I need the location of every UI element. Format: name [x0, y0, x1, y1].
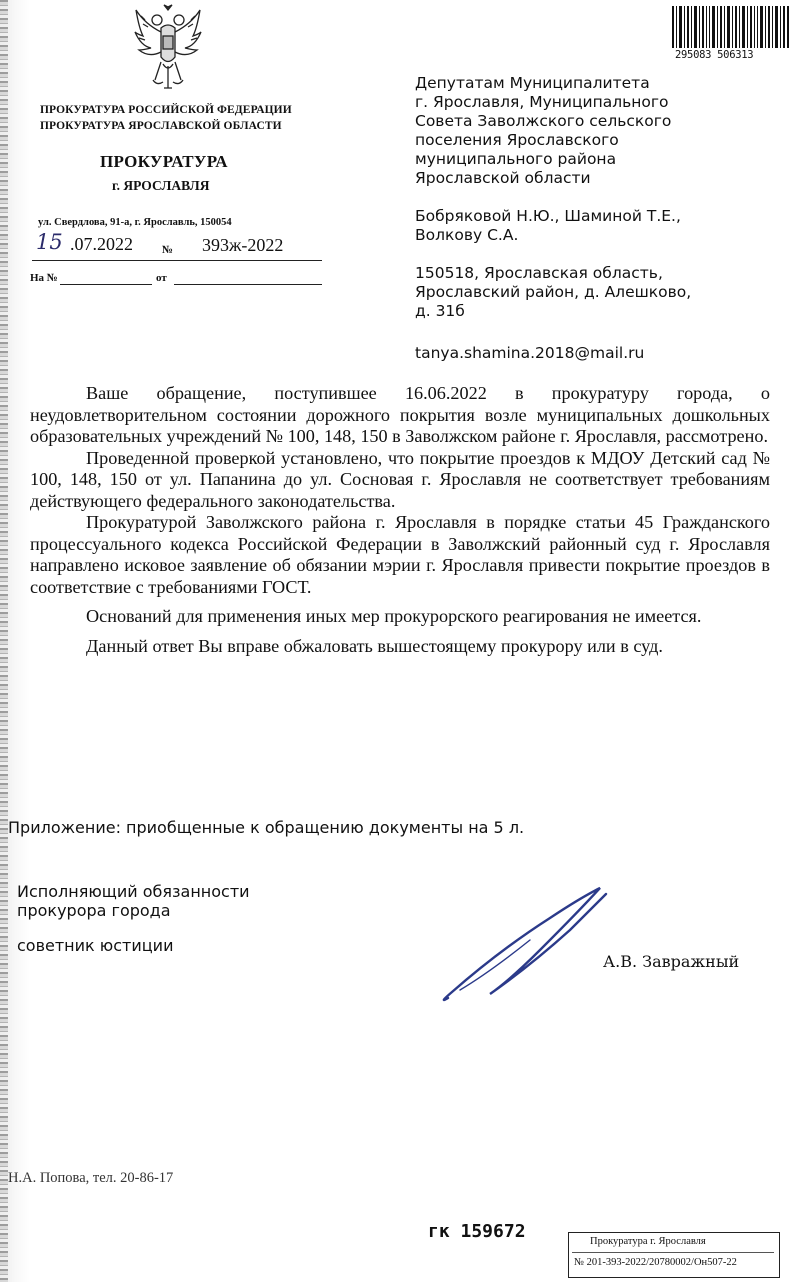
- date-month-year: .07.2022: [70, 234, 133, 254]
- recipient-line: Совета Заволжского сельского: [415, 112, 672, 130]
- body-paragraph: Прокуратурой Заволжского района г. Ярославля в порядке статьи 45 Гражданского процессуального кодекса Российской Федерации в Заволжский районный суд г. Ярославля направлено исковое заявление об обязании мэрии г. Ярославля привести покрытие проездов в соответствие с требованиями ГОСТ.: [30, 512, 770, 597]
- executor-contact: Н.А. Попова, тел. 20-86-17: [8, 1170, 174, 1186]
- stamp-divider: [572, 1252, 774, 1253]
- recipient-line: Депутатам Муниципалитета: [415, 74, 650, 92]
- recipient-names: Волкову С.А.: [415, 226, 519, 244]
- office-title: ПРОКУРАТУРА: [100, 152, 228, 171]
- agency-line-1: ПРОКУРАТУРА РОССИЙСКОЙ ФЕДЕРАЦИИ: [40, 104, 292, 116]
- body-paragraph: Ваше обращение, поступившее 16.06.2022 в прокуратуру города, о неудовлетворительном состоянии дорожного покрытия возле муниципальных дошкольных образовательных учреждений № 100, 148, 150 в Заволжском районе г. Ярославля, рассмотрено.: [30, 383, 770, 446]
- coat-of-arms-emblem: [133, 2, 203, 94]
- signer-rank: советник юстиции: [17, 936, 174, 955]
- recipient-address: 150518, Ярославская область,: [415, 264, 663, 282]
- date-underline: [32, 260, 322, 261]
- recipient-line: г. Ярославля, Муниципального: [415, 93, 669, 111]
- signer-role-line-1: Исполняющий обязанности: [17, 882, 250, 901]
- recipient-address: д. 31б: [415, 302, 465, 320]
- recipient-line: муниципального района: [415, 150, 617, 168]
- ref-number-line: [60, 284, 152, 285]
- agency-line-2: ПРОКУРАТУРА ЯРОСЛАВСКОЙ ОБЛАСТИ: [40, 120, 282, 132]
- stamp-line-1: Прокуратура г. Ярославля: [590, 1236, 706, 1247]
- barcode-number: 295083 506313: [675, 49, 754, 61]
- handwritten-signature: [430, 880, 620, 1010]
- body-paragraph: Данный ответ Вы вправе обжаловать вышестоящему прокурору или в суд.: [86, 635, 663, 656]
- ref-label: На №: [30, 272, 58, 284]
- attachment-note: Приложение: приобщенные к обращению документы на 5 л.: [8, 818, 525, 837]
- ref-date-line: [174, 284, 322, 285]
- gk-number: гк 159672: [428, 1221, 526, 1242]
- signer-name: А.В. Завражный: [603, 952, 740, 971]
- recipient-email: tanya.shamina.2018@mail.ru: [415, 344, 645, 362]
- date-day-handwritten: 15: [36, 230, 63, 254]
- office-address: ул. Свердлова, 91-а, г. Ярославль, 150054: [38, 217, 232, 228]
- office-city: г. ЯРОСЛАВЛЯ: [112, 178, 210, 193]
- number-label: №: [162, 244, 174, 256]
- body-paragraph: Оснований для применения иных мер прокурорского реагирования не имеется.: [86, 606, 702, 626]
- signer-role-line-2: прокурора города: [17, 901, 171, 920]
- outgoing-number: 393ж-2022: [202, 235, 284, 255]
- recipient-line: поселения Ярославского: [415, 131, 619, 149]
- scan-edge: [0, 0, 8, 1282]
- recipient-line: Ярославской области: [415, 169, 591, 187]
- body-paragraph: Проведенной проверкой установлено, что покрытие проездов к МДОУ Детский сад № 100, 148, 150 от ул. Папанина до ул. Сосновая г. Ярославля не соответствует требованиям действующего федерального законодательства.: [30, 447, 770, 511]
- ref-from-label: от: [156, 272, 167, 284]
- barcode: [672, 6, 790, 48]
- stamp-line-2: № 201-393-2022/20780002/Он507-22: [574, 1257, 737, 1268]
- recipient-address: Ярославский район, д. Алешково,: [415, 283, 692, 301]
- letter-body: [30, 383, 770, 657]
- recipient-names: Бобряковой Н.Ю., Шаминой Т.Е.,: [415, 207, 681, 225]
